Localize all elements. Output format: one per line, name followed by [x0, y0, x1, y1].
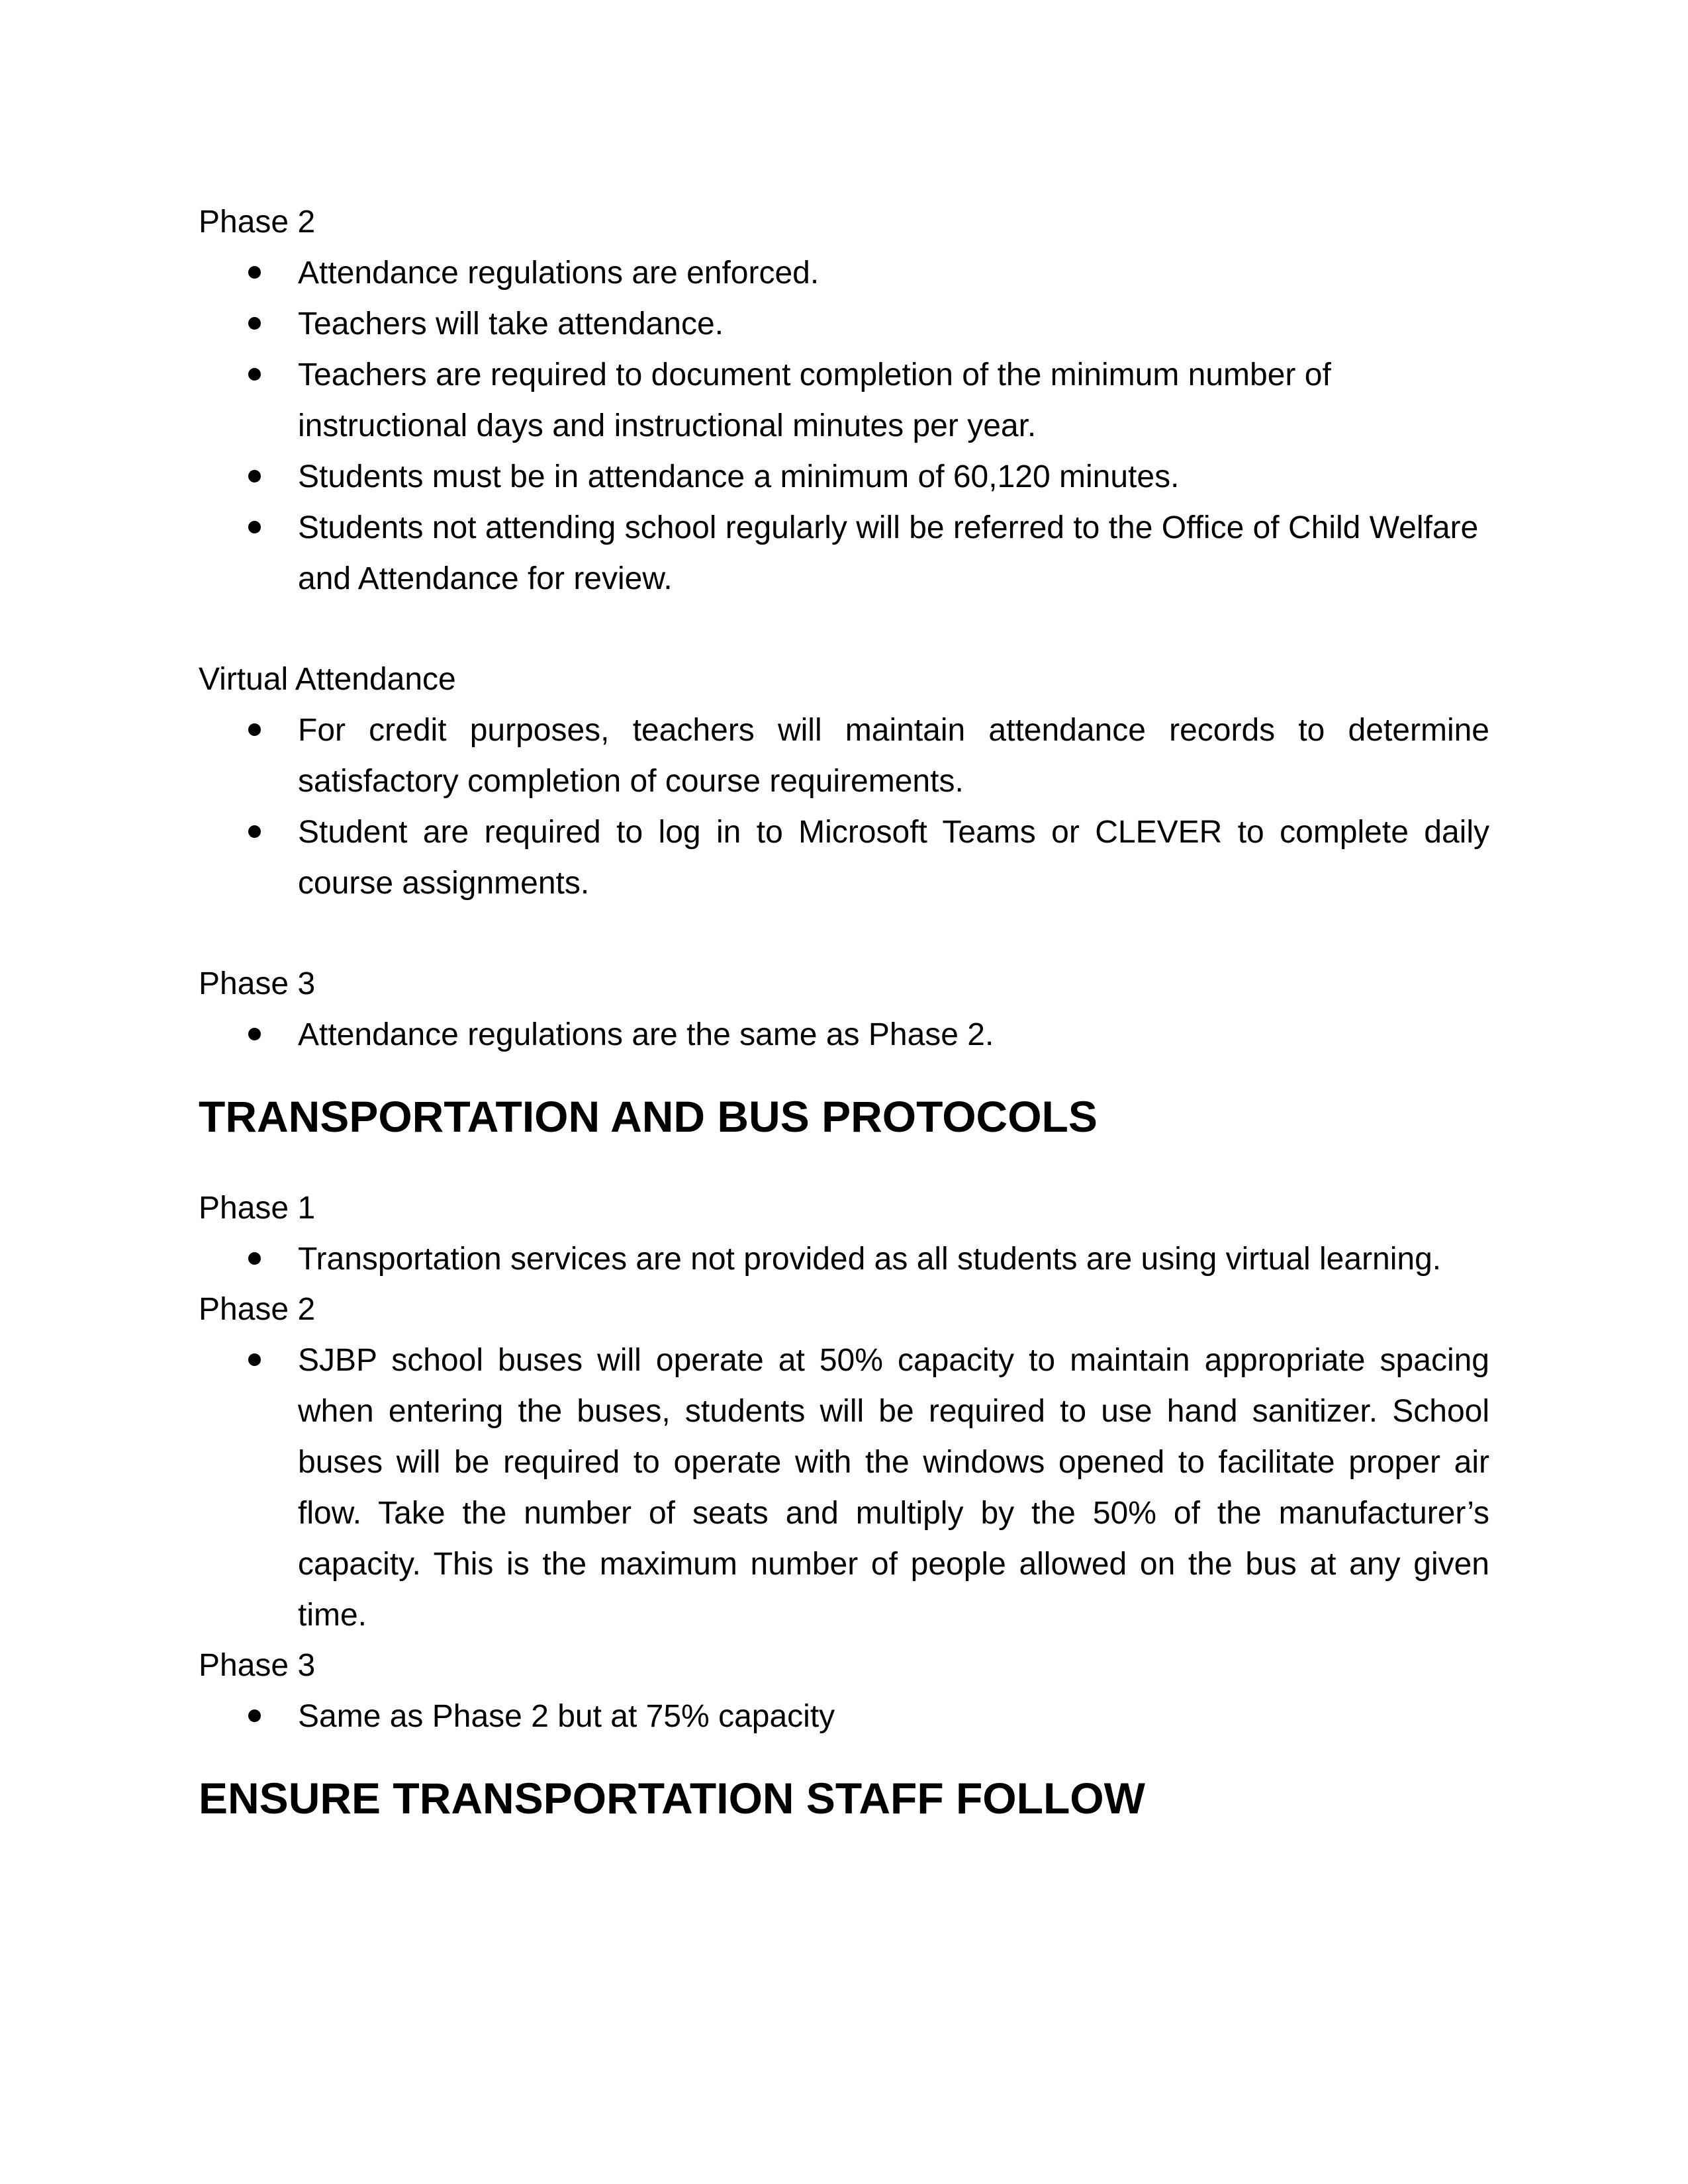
spacer — [199, 1742, 1489, 1768]
attendance-phase3-label: Phase 3 — [199, 966, 316, 1001]
attendance-phase3-list — [199, 1009, 1489, 1060]
list-item: Attendance regulations are the same as Phase 2. — [199, 1009, 1489, 1060]
spacer — [199, 909, 1489, 959]
transportation-phase2-list — [199, 1335, 1489, 1641]
transportation-phase3-label: Phase 3 — [199, 1648, 316, 1683]
transportation-phase1-list — [199, 1234, 1489, 1285]
document-page — [199, 197, 1489, 1828]
list-item: Attendance regulations are enforced. — [199, 248, 1489, 298]
list-item: Students not attending school regularly will be referred to the Office of Child Welfare and Attendance for review. — [199, 502, 1489, 604]
spacer — [199, 1060, 1489, 1087]
transportation-heading: TRANSPORTATION AND BUS PROTOCOLS — [199, 1092, 1098, 1141]
transportation-phase2-label: Phase 2 — [199, 1292, 316, 1327]
attendance-phase2-label: Phase 2 — [199, 205, 316, 240]
staff-heading: ENSURE TRANSPORTATION STAFF FOLLOW — [199, 1774, 1145, 1823]
list-item: Students must be in attendance a minimum of 60,120 minutes. — [199, 451, 1489, 502]
transportation-phase3-list — [199, 1691, 1489, 1742]
list-item: Teachers are required to document completion of the minimum number of instructional days and instructional minutes per year. — [199, 349, 1489, 451]
virtual-attendance-list — [199, 705, 1489, 909]
list-item: Transportation services are not provided as all students are using virtual learning. — [199, 1234, 1489, 1285]
list-item: SJBP school buses will operate at 50% capacity to maintain appropriate spacing when entering the buses, students will be required to use hand sanitizer. School buses will be required to operate with the windows opened to facilitate proper air flow. Take the number of seats and multiply by the 50% of the manufacturer’s capacity. This is the maximum number of people allowed on the bus at any given time. — [199, 1335, 1489, 1641]
transportation-phase1-label: Phase 1 — [199, 1191, 316, 1226]
list-item: For credit purposes, teachers will maintain attendance records to determine satisfactory completion of course requirements. — [199, 705, 1489, 807]
spacer — [199, 1146, 1489, 1183]
list-item: Same as Phase 2 but at 75% capacity — [199, 1691, 1489, 1742]
spacer — [199, 604, 1489, 655]
list-item: Student are required to log in to Microsoft Teams or CLEVER to complete daily course assignments. — [199, 807, 1489, 909]
virtual-attendance-label: Virtual Attendance — [199, 662, 456, 697]
list-item: Teachers will take attendance. — [199, 298, 1489, 349]
attendance-phase2-list — [199, 248, 1489, 604]
